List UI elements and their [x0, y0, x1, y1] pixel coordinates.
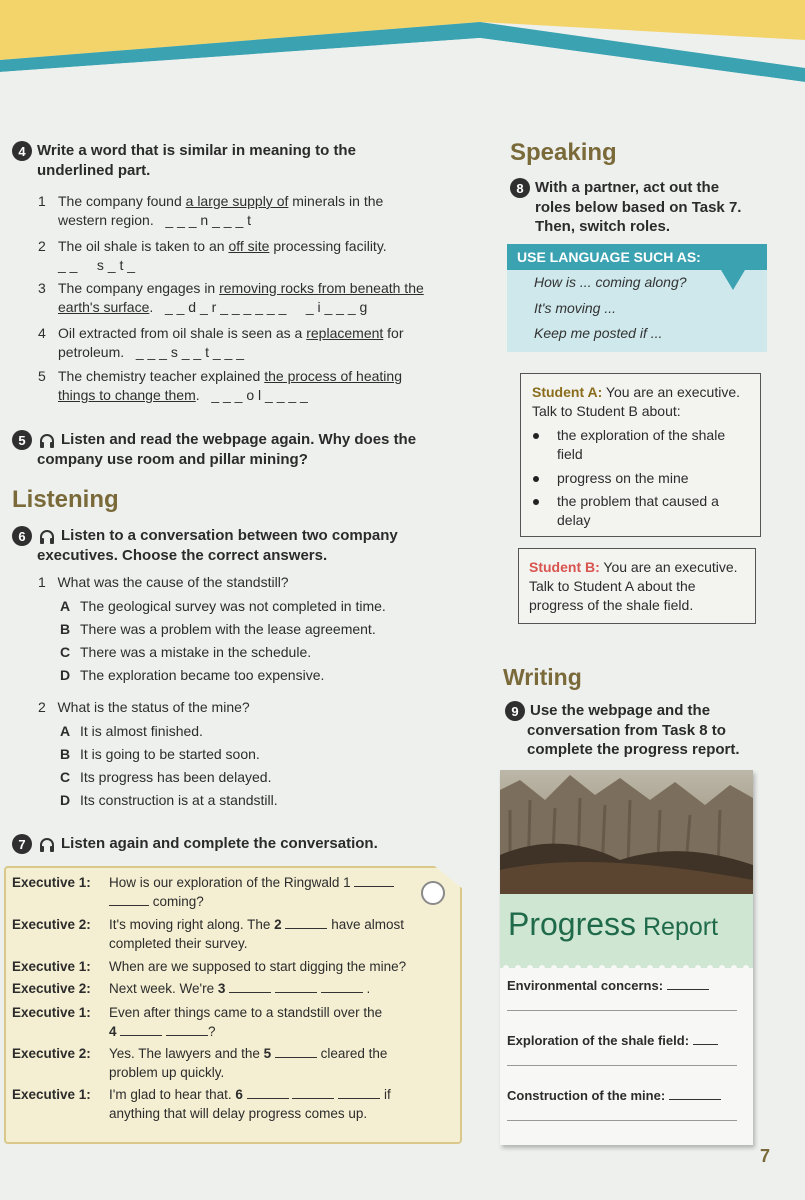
answer-blanks[interactable]: _ _ _ n _ _ _ t: [165, 212, 252, 228]
top-banner: [0, 0, 805, 90]
conversation-line-5: Executive 1: Even after things came to a standstill over the 4 ?: [12, 1005, 383, 1039]
pointer-triangle-icon: [721, 270, 745, 290]
report-line[interactable]: [507, 1010, 737, 1011]
q2-option-d[interactable]: D Its construction is at a standstill.: [60, 792, 278, 808]
answer-blanks[interactable]: _ _ d _ r _ _ _ _ _ _ _ i _ _ _ g: [164, 299, 368, 315]
conversation-line-2: Executive 2: It's moving right along. The 2 have almost completed their survey.: [12, 917, 404, 951]
q1-option-a[interactable]: A The geological survey was not completed in time.: [60, 598, 386, 614]
answer-blank-1[interactable]: [354, 875, 394, 887]
language-box: [507, 244, 767, 352]
conversation-line-6: Executive 2: Yes. The lawyers and the 5 cleared the problem up quickly.: [12, 1046, 388, 1080]
student-b-card: Student B: You are an executive. Talk to Student A about the progress of the shale field.: [518, 548, 756, 624]
headphones-icon[interactable]: [39, 837, 55, 852]
report-line[interactable]: [507, 1065, 737, 1066]
answer-blank-5[interactable]: [275, 1046, 317, 1058]
task-5-instruction: 5 Listen and read the webpage again. Why does the company use room and pillar mining?: [12, 430, 462, 469]
speaking-heading: Speaking: [510, 139, 617, 166]
q2-option-c[interactable]: C Its progress has been delayed.: [60, 769, 272, 785]
task-4-item-4: 4 Oil extracted from oil shale is seen as a replacement for petroleum. _ _ _ s _ _ t _ _ _: [38, 325, 404, 360]
perforation-edge: [500, 960, 753, 968]
report-field-exploration: Exploration of the shale field:: [507, 1033, 718, 1048]
task-4-item-3: 3 The company engages in removing rocks from beneath the earth's surface. _ _ d _ r _ _ _ _ _ _ _ i _ _ _ g: [38, 280, 424, 315]
q1-option-d[interactable]: D The exploration became too expensive.: [60, 667, 325, 683]
task-4-item-2: 2 The oil shale is taken to an off site processing facility. _ _ s _ t _: [38, 238, 387, 273]
task-7-instruction: 7 Listen again and complete the conversation.: [12, 834, 462, 854]
page-number: 7: [760, 1146, 771, 1166]
student-a-bullet-1: the exploration of the shale field: [533, 426, 753, 464]
report-field-construction: Construction of the mine:: [507, 1088, 721, 1103]
answer-blank-4b[interactable]: [166, 1024, 208, 1036]
answer-blank-6c[interactable]: [338, 1087, 380, 1099]
student-b-label: Student B:: [529, 559, 600, 575]
report-blank-2[interactable]: [693, 1033, 718, 1045]
writing-heading: Writing: [503, 664, 582, 690]
language-box-header: USE LANGUAGE SUCH AS:: [507, 244, 767, 270]
answer-blank-3[interactable]: [229, 981, 271, 993]
answer-blanks[interactable]: _ _ _ o l _ _ _ _: [211, 387, 308, 403]
answer-blanks[interactable]: _ _ _ s _ _ t _ _ _: [135, 344, 245, 360]
listening-heading: Listening: [12, 486, 119, 513]
task-8-instruction: 8 With a partner, act out the roles below based on Task 7. Then, switch roles.: [510, 178, 780, 236]
task-6-instruction: 6 Listen to a conversation between two company executives. Choose the correct answers.: [12, 526, 462, 565]
report-field-environmental: Environmental concerns:: [507, 978, 709, 993]
language-line-1: How is ... coming along?: [534, 274, 687, 290]
progress-report: [500, 770, 753, 1145]
task-4-item-1: 1 The company found a large supply of minerals in the western region. _ _ _ n _ _ _ t: [38, 193, 384, 228]
student-a-card: Student A: You are an executive. Talk to Student B about: the exploration of the shale field progress on the mine the problem that caused a delay: [520, 373, 761, 537]
q2-option-a[interactable]: A It is almost finished.: [60, 723, 203, 739]
answer-blank-6b[interactable]: [292, 1087, 334, 1099]
conversation-line-4: Executive 2: Next week. We're 3 .: [12, 981, 371, 996]
q2-option-b[interactable]: B It is going to be started soon.: [60, 746, 260, 762]
answer-blank-2[interactable]: [285, 917, 327, 929]
q1-option-b[interactable]: B There was a problem with the lease agreement.: [60, 621, 376, 637]
task-9-instruction: 9 Use the webpage and the conversation from Task 8 to complete the progress report.: [505, 701, 785, 759]
conversation-line-7: Executive 1: I'm glad to hear that. 6 if anything that will delay progress comes up.: [12, 1087, 391, 1121]
task-number: 4: [12, 141, 32, 161]
answer-blank-3b[interactable]: [275, 981, 317, 993]
answer-blank-4[interactable]: [120, 1024, 162, 1036]
language-line-2: It's moving ...: [534, 300, 617, 316]
language-line-3: Keep me posted if ...: [534, 325, 663, 341]
report-blank-3[interactable]: [669, 1088, 721, 1100]
student-a-bullet-2: progress on the mine: [533, 469, 753, 488]
answer-blank-1b[interactable]: [109, 894, 149, 906]
student-a-label: Student A:: [532, 384, 603, 400]
report-title: Progress Report: [508, 906, 719, 942]
task-4-instruction: 4 Write a word that is similar in meaning to the underlined part.: [12, 141, 452, 180]
answer-blanks[interactable]: _ _ s _ t _: [58, 257, 136, 273]
shale-photo: [500, 770, 753, 894]
report-blank-1[interactable]: [667, 978, 709, 990]
conversation-line-1: Executive 1: How is our exploration of the Ringwald 1 coming?: [12, 873, 442, 913]
question-2: 2 What is the status of the mine?: [38, 699, 250, 715]
headphones-icon[interactable]: [39, 433, 55, 448]
conversation-line-3: Executive 1: When are we supposed to start digging the mine?: [12, 959, 407, 974]
answer-blank-6[interactable]: [247, 1087, 289, 1099]
student-a-bullet-3: the problem that caused a delay: [533, 492, 753, 530]
headphones-icon[interactable]: [39, 529, 55, 544]
answer-blank-3c[interactable]: [321, 981, 363, 993]
task-4-item-5: 5 The chemistry teacher explained the process of heating things to change them. _ _ _ o l _ _ _ _: [38, 368, 402, 403]
q1-option-c[interactable]: C There was a mistake in the schedule.: [60, 644, 312, 660]
question-1: 1 What was the cause of the standstill?: [38, 574, 289, 590]
report-line[interactable]: [507, 1120, 737, 1121]
